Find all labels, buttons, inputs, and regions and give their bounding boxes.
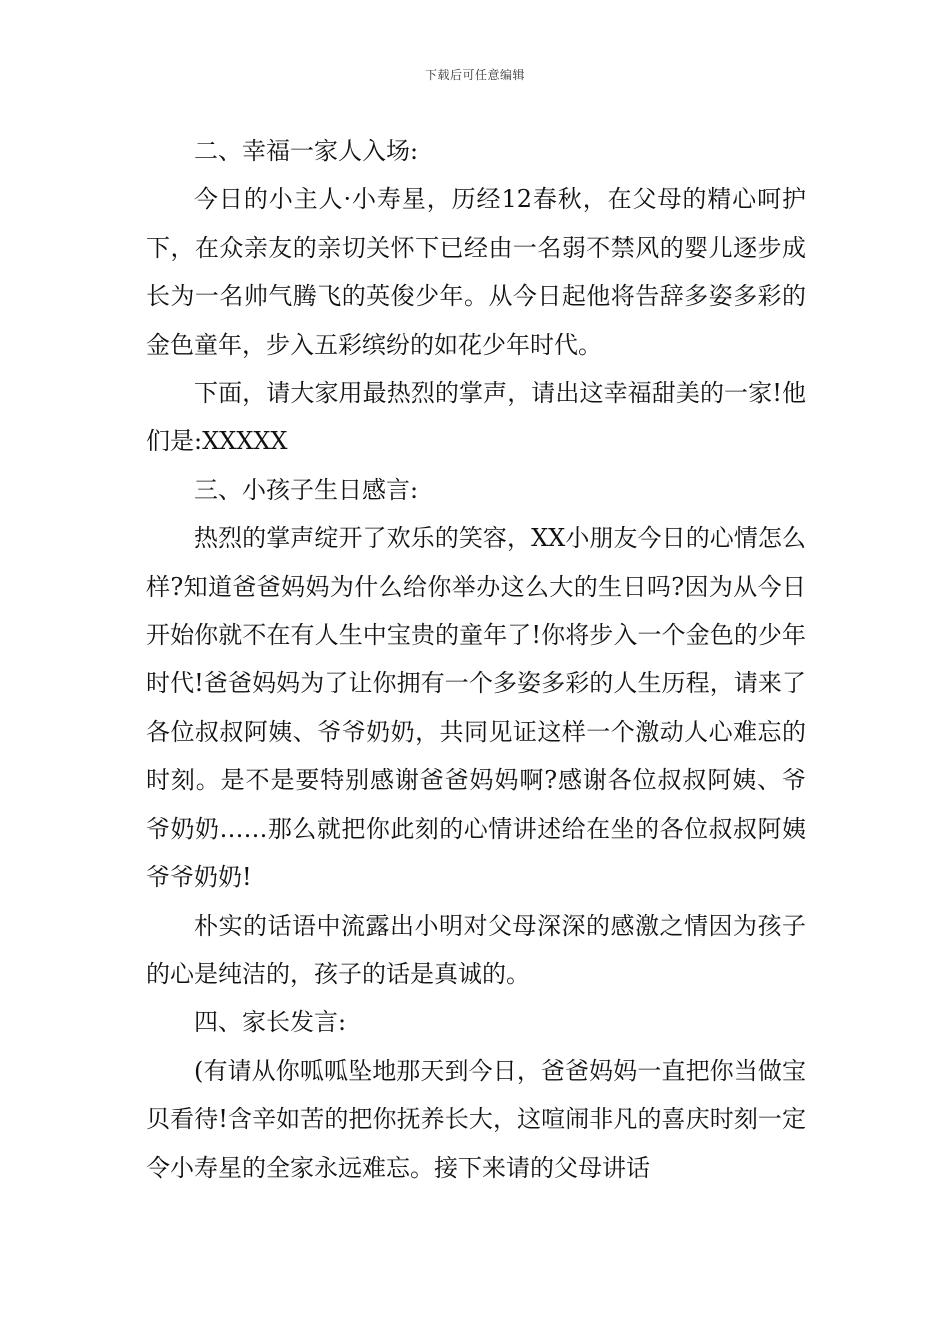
paragraph-parent-speech-intro: (有请从你呱呱坠地那天到今日，爸爸妈妈一直把你当做宝贝看待!含辛如苦的把你抚养长大，这喧闹非凡的喜庆时刻一定令小寿星的全家永远难忘。接下来请的父母讲话 — [146, 1056, 806, 1182]
section-heading-child-speech: 三、小孩子生日感言: — [194, 475, 419, 504]
paragraph-applause-invite: 下面，请大家用最热烈的掌声，请出这幸福甜美的一家!他们是:XXXXX — [146, 379, 806, 456]
section-heading-parent-speech: 四、家长发言: — [194, 1008, 347, 1037]
page-header-note: 下载后可任意编辑 — [424, 68, 525, 82]
paragraph-birthday-boy-intro: 今日的小主人·小寿星，历经12春秋，在父母的精心呵护下，在众亲友的亲切关怀下已经由一名弱不禁风的婴儿逐步成长为一名帅气腾飞的英俊少年。从今日起他将告辞多姿多彩的金色童年，步入五彩缤纷的如花少年时代。 — [146, 185, 806, 359]
section-heading-family-entrance: 二、幸福一家人入场: — [194, 137, 419, 165]
paragraph-child-gratitude: 朴实的话语中流露出小明对父母深深的感激之情因为孩子的心是纯洁的，孩子的话是真诚的。 — [146, 911, 806, 988]
document-body — [146, 127, 806, 1192]
paragraph-child-speech: 热烈的掌声绽开了欢乐的笑容，XX小朋友今日的心情怎么样?知道爸爸妈妈为什么给你举办这么大的生日吗?因为从今日开始你就不在有人生中宝贵的童年了!你将步入一个金色的少年时代!爸爸妈妈为了让你拥有一个多姿多彩的人生历程，请来了各位叔叔阿姨、爷爷奶奶，共同见证这样一个激动人心难忘的时刻。是不是要特别感谢爸爸妈妈啊?感谢各位叔叔阿姨、爷爷奶奶……那么就把你此刻的心情讲述给在坐的各位叔叔阿姨爷爷奶奶! — [146, 524, 806, 892]
